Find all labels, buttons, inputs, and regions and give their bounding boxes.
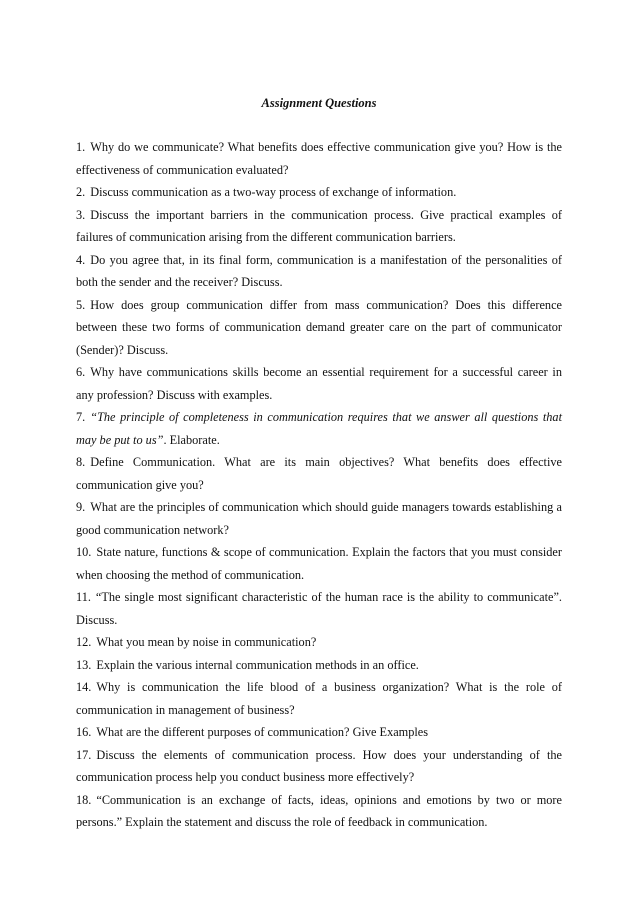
- question-number: 17.: [76, 747, 92, 762]
- question-text: Discuss the important barriers in the communication process. Give practical examples of failures of communication arising from the different communication barriers.: [76, 207, 562, 244]
- question-number: 12.: [76, 635, 92, 649]
- question-number: 4.: [76, 252, 86, 267]
- question-item: [76, 406, 562, 451]
- question-number: 5.: [76, 297, 86, 312]
- question-item: [76, 451, 562, 496]
- question-text: What are the different purposes of communication? Give Examples: [96, 725, 429, 739]
- question-text: Why have communications skills become an essential requirement for a successful career in any profession? Discuss with examples.: [76, 365, 562, 402]
- question-item: [76, 631, 562, 654]
- page-title: Assignment Questions: [261, 96, 377, 110]
- question-number: 18.: [76, 792, 92, 807]
- question-item: [76, 249, 562, 294]
- question-quote: “The principle of completeness in communication requires that we answer all questions that may be put to us”: [76, 410, 562, 447]
- question-text: Why is communication the life blood of a business organization? What is the role of communication in management of business?: [76, 680, 562, 717]
- question-number: 13.: [76, 657, 92, 672]
- question-item: [76, 294, 562, 362]
- question-number: 3.: [76, 207, 86, 222]
- question-text: Define Communication. What are its main objectives? What benefits does effective communication give you?: [76, 455, 562, 492]
- question-text: Discuss communication as a two-way process of exchange of information.: [90, 185, 457, 199]
- question-number: 16.: [76, 725, 92, 739]
- question-text: Do you agree that, in its final form, communication is a manifestation of the personalities of both the sender and the receiver? Discuss.: [76, 252, 562, 289]
- question-item: [76, 586, 562, 631]
- question-text: What you mean by noise in communication?: [96, 635, 317, 649]
- question-item: [76, 181, 562, 204]
- question-number: 7.: [76, 410, 86, 424]
- question-text: Why do we communicate? What benefits does effective communication give you? How is the effectiveness of communication evaluated?: [76, 140, 562, 177]
- question-item: [76, 541, 562, 586]
- question-list: [76, 136, 562, 834]
- question-text: . Elaborate.: [163, 432, 220, 447]
- question-item: [76, 204, 562, 249]
- question-number: 2.: [76, 185, 86, 199]
- question-number: 1.: [76, 140, 86, 154]
- question-text: State nature, functions & scope of communication. Explain the factors that you must consider when choosing the method of communication.: [76, 545, 562, 582]
- question-item: [76, 496, 562, 541]
- question-item: [76, 721, 562, 744]
- question-number: 9.: [76, 500, 86, 514]
- question-text: Explain the various internal communication methods in an office.: [96, 657, 419, 672]
- question-number: 8.: [76, 455, 86, 469]
- question-number: 11.: [76, 590, 91, 604]
- question-item: [76, 789, 562, 834]
- question-item: [76, 136, 562, 181]
- question-number: 14.: [76, 680, 92, 694]
- question-text: How does group communication differ from mass communication? Does this difference between these two forms of communication demand greater care on the part of communicator (Sender)? Discuss.: [76, 297, 562, 357]
- question-item: [76, 676, 562, 721]
- question-text: “Communication is an exchange of facts, ideas, opinions and emotions by two or more persons.” Explain the statement and discuss the role of feedback in communication.: [76, 792, 562, 829]
- question-item: [76, 654, 562, 677]
- question-item: [76, 744, 562, 789]
- question-text: Discuss the elements of communication process. How does your understanding of the communication process help you conduct business more effectively?: [76, 747, 562, 784]
- question-number: 6.: [76, 365, 86, 379]
- question-text: “The single most significant characteristic of the human race is the ability to communicate”. Discuss.: [76, 590, 562, 627]
- question-item: [76, 361, 562, 406]
- question-number: 10.: [76, 545, 92, 559]
- question-text: What are the principles of communication which should guide managers towards establishing a good communication network?: [76, 500, 562, 537]
